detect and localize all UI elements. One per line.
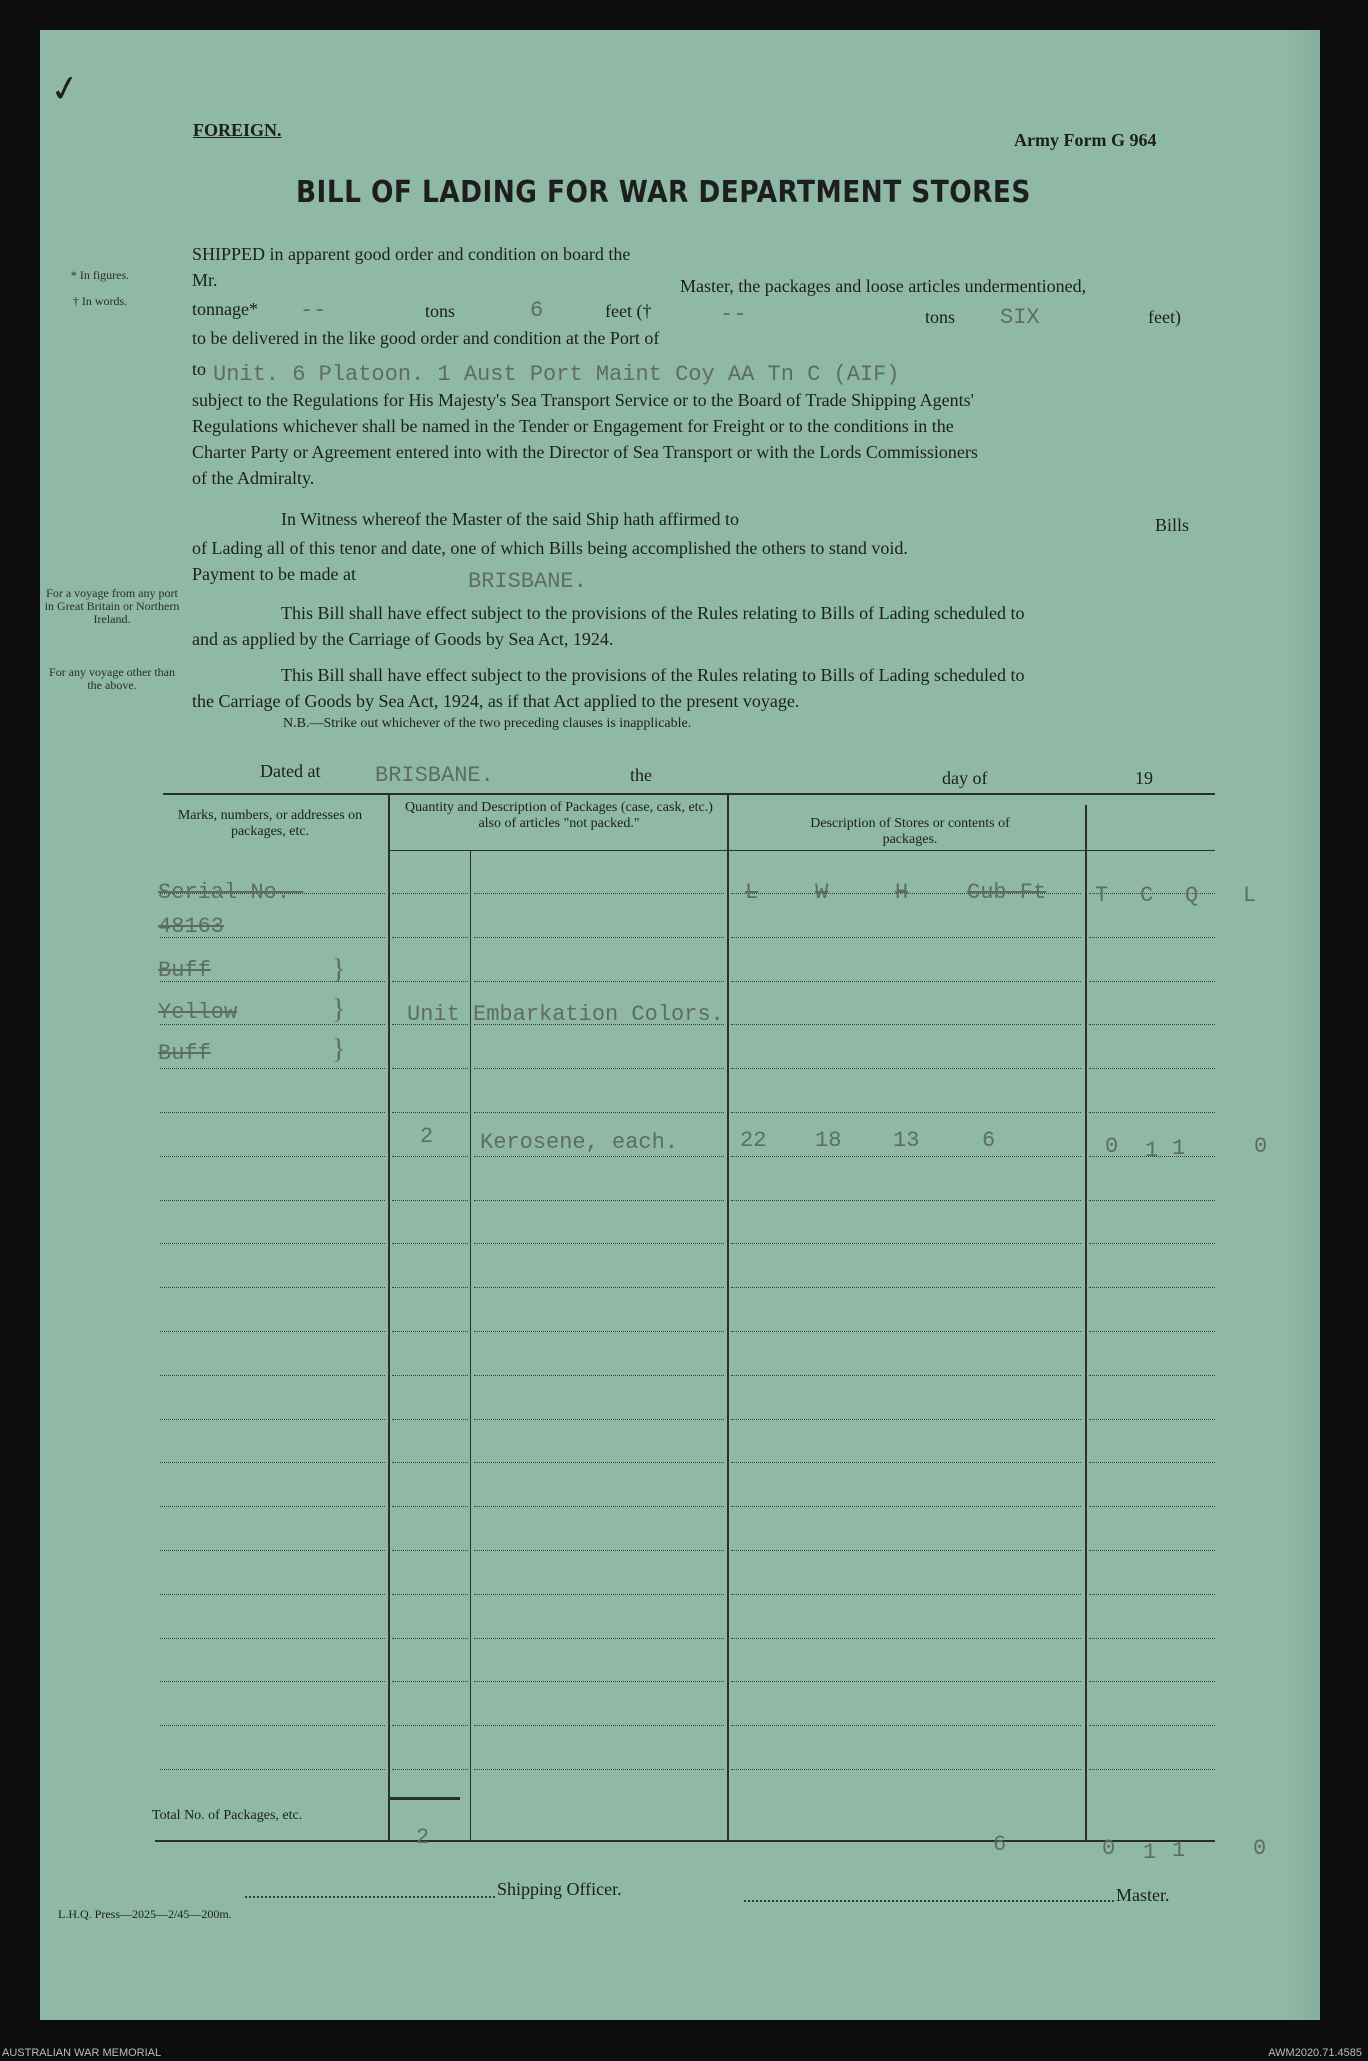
table-rule-line (474, 981, 724, 982)
table-rule-line (392, 893, 468, 894)
table-rule-line (731, 1419, 1081, 1420)
row-qtrs: 1 (1172, 1136, 1186, 1161)
row-cwt: 1 (1145, 1138, 1159, 1163)
table-rule-line (474, 1287, 724, 1288)
total-lbs: 0 (1253, 1836, 1267, 1861)
table-rule-line (474, 1594, 724, 1595)
table-rule-line (160, 1769, 385, 1770)
dim-header-w: W (815, 880, 829, 905)
day-of-label: day of (942, 768, 988, 788)
tcql-l: L (1243, 883, 1257, 908)
table-rule-line (474, 1462, 724, 1463)
shipped-line: SHIPPED in apparent good order and condition on board the (192, 244, 631, 264)
table-rule-line (474, 1068, 724, 1069)
regulations-line-1: subject to the Regulations for His Majesty's Sea Transport Service or to the Board of Trade Shipping Agents' (192, 390, 974, 410)
typed-tons-figures: -- (300, 298, 327, 323)
table-rule-line (392, 937, 468, 938)
table-rule-line (1089, 1506, 1215, 1507)
table-rule-line (731, 1725, 1081, 1726)
typed-dated-place: BRISBANE. (375, 763, 494, 788)
master-label: Master. (1116, 1885, 1170, 1905)
table-rule-line (160, 1200, 385, 1201)
table-rule-line (1089, 1200, 1215, 1201)
total-qty: 2 (416, 1825, 430, 1850)
table-rule-line (474, 1156, 724, 1157)
typed-feet-words: SIX (1000, 305, 1040, 330)
table-rule-line (1089, 1769, 1215, 1770)
tons-label: tons (425, 301, 456, 321)
brace-1: } (332, 954, 346, 985)
table-rule-line (392, 1287, 468, 1288)
table-rule-line (392, 1462, 468, 1463)
table-rule-line (1089, 1725, 1215, 1726)
table-rule-line (1089, 1638, 1215, 1639)
row-lbs: 0 (1254, 1134, 1268, 1159)
dated-at-label: Dated at (260, 761, 321, 781)
table-rule-line (731, 1681, 1081, 1682)
clause-2b: the Carriage of Goods by Sea Act, 1924, as if that Act applied to the present voyage. (192, 691, 800, 711)
feet-label: feet († (605, 301, 652, 321)
table-rule-line (1089, 1243, 1215, 1244)
tcql-t: T (1095, 883, 1109, 908)
total-qtrs: 1 (1172, 1838, 1186, 1863)
feet-label-2: feet) (1148, 307, 1181, 327)
col-divider-2 (470, 850, 471, 1840)
table-rule-line (160, 1638, 385, 1639)
table-rule-line (474, 1506, 724, 1507)
col1-header: Marks, numbers, or addresses on packages, etc. (177, 808, 363, 839)
table-rule-line (160, 1550, 385, 1551)
table-rule-line (160, 1112, 385, 1113)
table-rule-line (731, 981, 1081, 982)
table-rule-line (160, 1156, 385, 1157)
col2-header: Quantity and Description of Packages (case, cask, etc.) also of articles "not packed." (405, 800, 713, 831)
mark-color-3: Buff (158, 1041, 211, 1066)
table-rule-line (392, 981, 468, 982)
dim-header-l: L (745, 880, 759, 905)
archive-caption-left: AUSTRALIAN WAR MEMORIAL (2, 2047, 162, 2059)
table-rule-line (474, 1375, 724, 1376)
table-rule-line (160, 1287, 385, 1288)
mark-number: 48163 (158, 914, 225, 939)
table-rule-line (474, 1725, 724, 1726)
press-imprint: L.H.Q. Press—2025—2/45—200m. (58, 1907, 232, 1921)
typed-destination: Unit. 6 Platoon. 1 Aust Port Maint Coy AA Tn C (AIF) (213, 362, 900, 387)
table-rule-line (474, 1112, 724, 1113)
table-rule-line (392, 1506, 468, 1507)
table-rule-line (474, 1769, 724, 1770)
bills-label: Bills (1155, 515, 1190, 535)
note-voyage-other: For any voyage other than the above. (49, 665, 175, 692)
table-rule-line (1089, 1419, 1215, 1420)
table-rule-line (731, 1243, 1081, 1244)
witness-line-1: In Witness whereof the Master of the said Ship hath affirmed to (281, 509, 739, 529)
table-rule-line (731, 1375, 1081, 1376)
row-width: 18 (815, 1128, 842, 1153)
table-rule-line (160, 1419, 385, 1420)
table-rule-line (160, 1068, 385, 1069)
table-rule-line (731, 1200, 1081, 1201)
note-voyage-uk: For a voyage from any port in Great Britain or Northern Ireland. (44, 586, 180, 626)
tonnage-label: tonnage* (192, 299, 258, 319)
table-rule-line (1089, 937, 1215, 938)
header-under-rule-2 (727, 850, 1087, 851)
embarkation-text: Unit Embarkation Colors. (407, 1002, 724, 1027)
header-under-rule-1 (388, 850, 728, 851)
tcql-c: C (1140, 883, 1154, 908)
tcql-q: Q (1185, 883, 1199, 908)
typed-payment-place: BRISBANE. (468, 569, 587, 594)
col-divider-1 (388, 795, 390, 1840)
port-line: to be delivered in the like good order and condition at the Port of (192, 328, 660, 348)
tons-label-2: tons (925, 307, 956, 327)
shipping-officer-dots (245, 1896, 495, 1898)
brace-2: } (332, 994, 346, 1025)
table-rule-line (474, 1243, 724, 1244)
table-rule-line (731, 1769, 1081, 1770)
table-rule-line (1089, 1112, 1215, 1113)
note-in-figures: * In figures. (70, 268, 130, 282)
table-top-rule (163, 793, 1215, 795)
table-rule-line (731, 1024, 1081, 1025)
table-rule-line (1089, 1594, 1215, 1595)
table-rule-line (392, 1156, 468, 1157)
table-rule-line (731, 1287, 1081, 1288)
foreign-label: FOREIGN. (193, 120, 282, 140)
table-rule-line (160, 1375, 385, 1376)
table-rule-line (160, 1681, 385, 1682)
table-rule-line (392, 1550, 468, 1551)
table-rule-line (1089, 1550, 1215, 1551)
nb-note: N.B.—Strike out whichever of the two preceding clauses is inapplicable. (283, 716, 692, 731)
typed-tons-words: -- (720, 302, 747, 327)
archive-caption-right: AWM2020.71.4585 (1268, 2047, 1362, 2059)
table-rule-line (1089, 1375, 1215, 1376)
table-rule-line (474, 1331, 724, 1332)
table-rule-line (160, 1506, 385, 1507)
dim-header-cub: Cub Ft (967, 880, 1047, 905)
to-label: to (192, 359, 207, 379)
table-rule-line (392, 1375, 468, 1376)
table-rule-line (731, 1462, 1081, 1463)
master-line: Master, the packages and loose articles undermentioned, (680, 276, 1087, 296)
total-tons: 0 (1102, 1836, 1116, 1861)
table-rule-line (160, 1725, 385, 1726)
row-desc: Kerosene, each. (480, 1130, 679, 1155)
col-divider-4 (1085, 805, 1087, 1840)
table-rule-line (392, 1638, 468, 1639)
table-rule-line (392, 1200, 468, 1201)
note-in-words: † In words. (72, 294, 128, 308)
table-rule-line (474, 1550, 724, 1551)
typed-feet-figures: 6 (530, 298, 544, 323)
mark-serial: Serial No.- (158, 880, 304, 905)
checkmark: ✓ (46, 66, 84, 112)
payment-line: Payment to be made at (192, 564, 356, 584)
mark-color-2: Yellow (158, 1000, 238, 1025)
master-dots (744, 1900, 1114, 1902)
table-rule-line (392, 1068, 468, 1069)
dim-header-h: H (895, 880, 909, 905)
table-rule-line (731, 1068, 1081, 1069)
mark-color-1: Buff (158, 958, 211, 983)
table-rule-line (392, 1419, 468, 1420)
regulations-line-3: Charter Party or Agreement entered into with the Director of Sea Transport or with the Lords Commissioners (192, 442, 978, 462)
total-cubic-ft: 6 (993, 1832, 1007, 1857)
table-rule-line (474, 1681, 724, 1682)
shipping-officer-label: Shipping Officer. (497, 1879, 622, 1899)
table-rule-line (1089, 1068, 1215, 1069)
table-rule-line (1089, 981, 1215, 982)
year-label: 19 (1135, 768, 1153, 788)
table-rule-line (731, 1156, 1081, 1157)
table-rule-line (731, 1550, 1081, 1551)
mr-label: Mr. (192, 270, 218, 290)
table-rule-line (474, 1638, 724, 1639)
table-rule-line (392, 1112, 468, 1113)
table-rule-line (160, 1331, 385, 1332)
table-rule-line (731, 1112, 1081, 1113)
table-rule-line (1089, 1462, 1215, 1463)
table-rule-line (474, 937, 724, 938)
table-rule-line (731, 1506, 1081, 1507)
table-rule-line (160, 1243, 385, 1244)
the-label: the (630, 765, 652, 785)
table-rule-line (731, 1331, 1081, 1332)
clause-2a: This Bill shall have effect subject to the provisions of the Rules relating to Bills of Lading scheduled to (281, 665, 1025, 685)
table-rule-line (1089, 1681, 1215, 1682)
row-length: 22 (740, 1128, 767, 1153)
witness-line-2: of Lading all of this tenor and date, one of which Bills being accomplished the others to stand void. (192, 538, 908, 558)
table-rule-line (160, 1594, 385, 1595)
table-rule-line (160, 1462, 385, 1463)
form-number: Army Form G 964 (1014, 130, 1157, 150)
total-label: Total No. of Packages, etc. (152, 1808, 303, 1823)
row-cubic-ft: 6 (982, 1128, 996, 1153)
table-rule-line (392, 1331, 468, 1332)
table-rule-line (392, 1243, 468, 1244)
regulations-line-4: of the Admiralty. (192, 468, 315, 488)
table-rule-line (474, 893, 724, 894)
document-title: BILL OF LADING FOR WAR DEPARTMENT STORES (296, 175, 1031, 210)
table-bottom-rule (155, 1840, 1215, 1842)
table-rule-line (1089, 1024, 1215, 1025)
row-qty: 2 (420, 1124, 434, 1149)
table-rule-line (731, 1594, 1081, 1595)
total-cwt: 1 (1143, 1840, 1157, 1865)
table-rule-line (1089, 1331, 1215, 1332)
table-rule-line (474, 1200, 724, 1201)
regulations-line-2: Regulations whichever shall be named in the Tender or Engagement for Freight or to the conditions in the (192, 416, 954, 436)
clause-1b: and as applied by the Carriage of Goods by Sea Act, 1924. (192, 629, 614, 649)
table-rule-line (474, 1419, 724, 1420)
row-height: 13 (893, 1128, 920, 1153)
col3-header: Description of Stores or contents of packages. (810, 816, 1010, 847)
col-divider-3 (727, 795, 729, 1840)
table-rule-line (1089, 1287, 1215, 1288)
brace-3: } (332, 1034, 346, 1065)
header-under-rule-3 (1085, 850, 1215, 851)
table-rule-line (392, 1725, 468, 1726)
qty-total-rule (390, 1797, 460, 1800)
table-rule-line (731, 1638, 1081, 1639)
table-rule-line (392, 1594, 468, 1595)
table-rule-line (392, 1681, 468, 1682)
table-rule-line (392, 1769, 468, 1770)
row-tons: 0 (1105, 1134, 1119, 1159)
table-rule-line (731, 937, 1081, 938)
clause-1a: This Bill shall have effect subject to the provisions of the Rules relating to Bills of Lading scheduled to (281, 603, 1025, 623)
